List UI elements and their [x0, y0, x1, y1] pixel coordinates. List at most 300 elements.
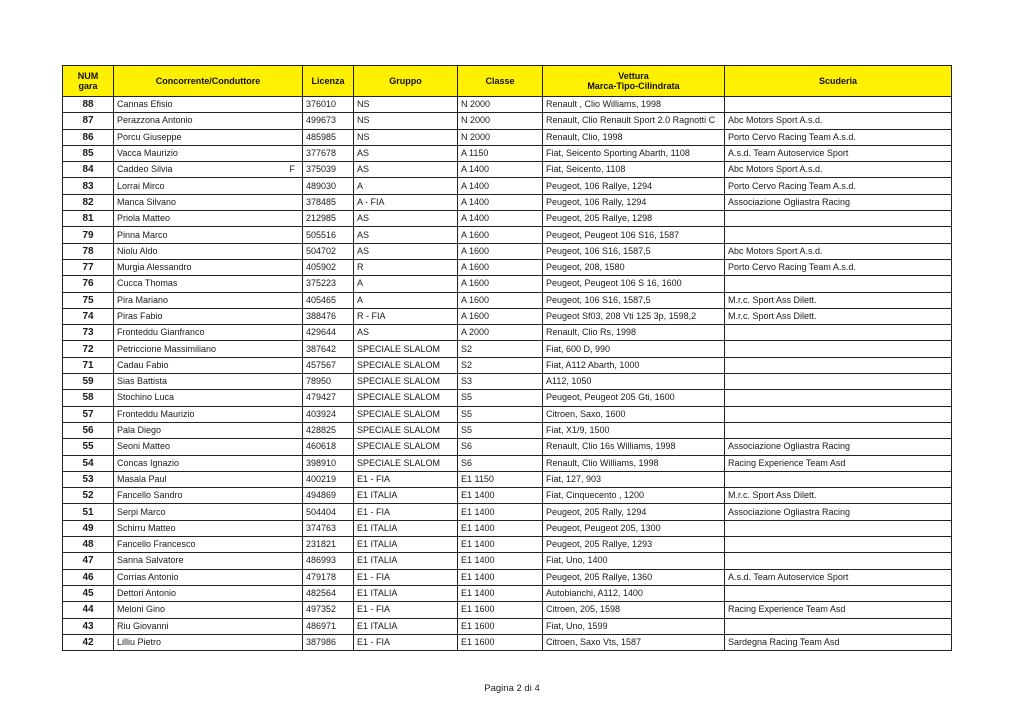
cell-concorrente — [114, 585, 303, 601]
cell-gruppo: E1 - FIA — [354, 504, 458, 520]
cell-concorrente — [114, 553, 303, 569]
cell-licenza: 482564 — [303, 585, 354, 601]
table-row — [63, 553, 952, 569]
cell-licenza: 504702 — [303, 243, 354, 259]
cell-concorrente — [114, 634, 303, 650]
cell-scuderia — [725, 406, 952, 422]
cell-gruppo: E1 ITALIA — [354, 553, 458, 569]
cell-concorrente — [114, 569, 303, 585]
cell-gruppo: NS — [354, 113, 458, 129]
driver-name: Seoni Matteo — [117, 441, 171, 452]
driver-name: Corrias Antonio — [117, 571, 179, 582]
cell-classe: N 2000 — [458, 97, 543, 113]
cell-num: 81 — [63, 211, 114, 227]
table-row — [63, 194, 952, 210]
cell-num: 76 — [63, 276, 114, 292]
cell-gruppo: AS — [354, 325, 458, 341]
cell-vettura: Peugeot, Peugeot 106 S16, 1587 — [543, 227, 725, 243]
cell-gruppo: SPECIALE SLALOM — [354, 390, 458, 406]
cell-vettura: Peugeot, 106 Rallye, 1294 — [543, 178, 725, 194]
table-row — [63, 276, 952, 292]
table-row — [63, 162, 952, 178]
cell-concorrente — [114, 194, 303, 210]
cell-licenza: 376010 — [303, 97, 354, 113]
cell-licenza: 405465 — [303, 292, 354, 308]
cell-scuderia: Porto Cervo Racing Team A.s.d. — [725, 129, 952, 145]
cell-scuderia: Associazione Ogliastra Racing — [725, 504, 952, 520]
cell-scuderia — [725, 390, 952, 406]
cell-num: 48 — [63, 537, 114, 553]
cell-gruppo: SPECIALE SLALOM — [354, 374, 458, 390]
cell-num: 79 — [63, 227, 114, 243]
cell-gruppo: A - FIA — [354, 194, 458, 210]
cell-scuderia: A.s.d. Team Autoservice Sport — [725, 569, 952, 585]
cell-scuderia: Abc Motors Sport A.s.d. — [725, 162, 952, 178]
driver-name: Masala Paul — [117, 473, 167, 484]
cell-num: 54 — [63, 455, 114, 471]
cell-num: 46 — [63, 569, 114, 585]
cell-licenza: 388476 — [303, 308, 354, 324]
header-row — [63, 66, 952, 97]
cell-classe: S5 — [458, 390, 543, 406]
cell-licenza: 231821 — [303, 537, 354, 553]
cell-vettura: Peugeot, 106 S16, 1587,5 — [543, 292, 725, 308]
cell-gruppo: E1 ITALIA — [354, 537, 458, 553]
cell-scuderia — [725, 227, 952, 243]
cell-classe: A 2000 — [458, 325, 543, 341]
header-vettura-line2: Marca-Tipo-Cilindrata — [587, 81, 680, 91]
cell-num: 56 — [63, 422, 114, 438]
cell-licenza: 460618 — [303, 439, 354, 455]
cell-concorrente — [114, 520, 303, 536]
cell-scuderia — [725, 520, 952, 536]
cell-num: 58 — [63, 390, 114, 406]
driver-name: Cadau Fabio — [117, 359, 169, 370]
driver-name: Petriccione Massimiliano — [117, 343, 217, 354]
cell-concorrente — [114, 471, 303, 487]
table-row — [63, 439, 952, 455]
driver-name: Murgia Alessandro — [117, 262, 192, 273]
cell-num: 78 — [63, 243, 114, 259]
table-row — [63, 537, 952, 553]
cell-classe: A 1600 — [458, 292, 543, 308]
table-row — [63, 406, 952, 422]
cell-concorrente — [114, 259, 303, 275]
driver-name: Riu Giovanni — [117, 620, 169, 631]
cell-vettura: Peugeot, 205 Rallye, 1360 — [543, 569, 725, 585]
cell-vettura: Peugeot, 106 S16, 1587,5 — [543, 243, 725, 259]
cell-gruppo: R — [354, 259, 458, 275]
cell-scuderia — [725, 374, 952, 390]
cell-classe: A 1600 — [458, 227, 543, 243]
cell-licenza: 375039 — [303, 162, 354, 178]
cell-gruppo: NS — [354, 129, 458, 145]
cell-classe: A 1400 — [458, 194, 543, 210]
cell-gruppo: AS — [354, 162, 458, 178]
cell-classe: A 1400 — [458, 178, 543, 194]
driver-name: Niolu Aldo — [117, 245, 158, 256]
cell-num: 85 — [63, 145, 114, 161]
cell-vettura: Renault, Clio Williams, 1998 — [543, 455, 725, 471]
cell-classe: E1 1400 — [458, 537, 543, 553]
table-row — [63, 602, 952, 618]
cell-num: 49 — [63, 520, 114, 536]
table-row — [63, 390, 952, 406]
table-row — [63, 520, 952, 536]
cell-concorrente — [114, 439, 303, 455]
cell-scuderia: M.r.c. Sport Ass Dilett. — [725, 488, 952, 504]
cell-scuderia: Associazione Ogliastra Racing — [725, 439, 952, 455]
cell-scuderia — [725, 585, 952, 601]
cell-num: 84 — [63, 162, 114, 178]
cell-classe: S6 — [458, 439, 543, 455]
cell-num: 88 — [63, 97, 114, 113]
cell-gruppo: A — [354, 178, 458, 194]
cell-gruppo: E1 ITALIA — [354, 488, 458, 504]
cell-vettura: Renault , Clio Williams, 1998 — [543, 97, 725, 113]
table-row — [63, 374, 952, 390]
table-row — [63, 243, 952, 259]
table-row — [63, 455, 952, 471]
cell-licenza: 375223 — [303, 276, 354, 292]
driver-name: Fancello Sandro — [117, 490, 183, 501]
driver-name: Pinna Marco — [117, 229, 168, 240]
driver-name: Schirru Matteo — [117, 522, 176, 533]
cell-gruppo: E1 ITALIA — [354, 520, 458, 536]
cell-gruppo: AS — [354, 211, 458, 227]
cell-num: 45 — [63, 585, 114, 601]
cell-scuderia — [725, 471, 952, 487]
cell-scuderia: Racing Experience Team Asd — [725, 602, 952, 618]
driver-name: Fronteddu Maurizio — [117, 408, 195, 419]
driver-name: Sanna Salvatore — [117, 555, 184, 566]
cell-licenza: 428825 — [303, 422, 354, 438]
cell-vettura: Fiat, Uno, 1599 — [543, 618, 725, 634]
cell-num: 52 — [63, 488, 114, 504]
cell-scuderia — [725, 618, 952, 634]
cell-concorrente — [114, 292, 303, 308]
driver-sex-marker: F — [289, 164, 295, 175]
driver-name: Lilliu Pietro — [117, 636, 162, 647]
cell-concorrente — [114, 422, 303, 438]
cell-num: 55 — [63, 439, 114, 455]
cell-classe: A 1600 — [458, 308, 543, 324]
table-row — [63, 618, 952, 634]
cell-concorrente — [114, 211, 303, 227]
header-classe: Classe — [458, 66, 543, 97]
cell-vettura: Peugeot Sf03, 208 Vti 125 3p, 1598,2 — [543, 308, 725, 324]
cell-gruppo: AS — [354, 243, 458, 259]
cell-classe: E1 1400 — [458, 569, 543, 585]
header-vettura-line1: Vettura — [618, 71, 649, 81]
header-num-line1: NUM — [77, 71, 99, 81]
cell-vettura: Fiat, Uno, 1400 — [543, 553, 725, 569]
cell-vettura: Peugeot, 106 Rally, 1294 — [543, 194, 725, 210]
cell-gruppo: A — [354, 292, 458, 308]
driver-name: Fronteddu Gianfranco — [117, 327, 205, 338]
cell-licenza: 457567 — [303, 357, 354, 373]
cell-classe: E1 1400 — [458, 488, 543, 504]
driver-name: Manca Silvano — [117, 196, 177, 207]
cell-scuderia — [725, 97, 952, 113]
cell-concorrente — [114, 618, 303, 634]
cell-scuderia: M.r.c. Sport Ass Dilett. — [725, 292, 952, 308]
driver-name: Caddeo Silvia — [117, 164, 173, 175]
cell-classe: S2 — [458, 341, 543, 357]
header-scuderia: Scuderia — [725, 66, 952, 97]
header-licenza: Licenza — [303, 66, 354, 97]
table-row — [63, 259, 952, 275]
cell-licenza: 403924 — [303, 406, 354, 422]
cell-gruppo: E1 - FIA — [354, 634, 458, 650]
cell-scuderia: Abc Motors Sport A.s.d. — [725, 113, 952, 129]
cell-concorrente — [114, 406, 303, 422]
cell-gruppo: SPECIALE SLALOM — [354, 422, 458, 438]
cell-classe: S5 — [458, 422, 543, 438]
cell-concorrente — [114, 276, 303, 292]
header-concorrente: Concorrente/Conduttore — [114, 66, 303, 97]
table-row — [63, 569, 952, 585]
cell-scuderia: A.s.d. Team Autoservice Sport — [725, 145, 952, 161]
driver-name: Pala Diego — [117, 425, 162, 436]
header-vettura — [543, 66, 725, 97]
cell-num: 57 — [63, 406, 114, 422]
cell-gruppo: E1 ITALIA — [354, 585, 458, 601]
cell-licenza: 499673 — [303, 113, 354, 129]
cell-vettura: Peugeot, 205 Rallye, 1298 — [543, 211, 725, 227]
cell-licenza: 505516 — [303, 227, 354, 243]
cell-concorrente — [114, 129, 303, 145]
cell-num: 83 — [63, 178, 114, 194]
cell-gruppo: E1 - FIA — [354, 602, 458, 618]
cell-vettura: Fiat, Cinquecento , 1200 — [543, 488, 725, 504]
cell-scuderia — [725, 276, 952, 292]
cell-num: 43 — [63, 618, 114, 634]
cell-vettura: Renault, Clio Rs, 1998 — [543, 325, 725, 341]
cell-gruppo: AS — [354, 145, 458, 161]
cell-vettura: Peugeot, Peugeot 205, 1300 — [543, 520, 725, 536]
cell-gruppo: R - FIA — [354, 308, 458, 324]
cell-licenza: 504404 — [303, 504, 354, 520]
cell-concorrente — [114, 227, 303, 243]
cell-num: 77 — [63, 259, 114, 275]
cell-classe: E1 1600 — [458, 618, 543, 634]
cell-licenza: 405902 — [303, 259, 354, 275]
cell-licenza: 78950 — [303, 374, 354, 390]
cell-vettura: Peugeot, Peugeot 106 S 16, 1600 — [543, 276, 725, 292]
driver-name: Concas Ignazio — [117, 457, 180, 468]
cell-concorrente — [114, 504, 303, 520]
cell-num: 44 — [63, 602, 114, 618]
cell-concorrente — [114, 341, 303, 357]
cell-classe: S5 — [458, 406, 543, 422]
cell-vettura: Peugeot, 205 Rally, 1294 — [543, 504, 725, 520]
cell-num: 73 — [63, 325, 114, 341]
cell-scuderia: Associazione Ogliastra Racing — [725, 194, 952, 210]
table-row — [63, 585, 952, 601]
cell-gruppo: SPECIALE SLALOM — [354, 439, 458, 455]
cell-gruppo: NS — [354, 97, 458, 113]
cell-licenza: 486993 — [303, 553, 354, 569]
cell-concorrente — [114, 374, 303, 390]
cell-vettura: Fiat, 127, 903 — [543, 471, 725, 487]
cell-gruppo: A — [354, 276, 458, 292]
table-row — [63, 97, 952, 113]
cell-classe: E1 1600 — [458, 634, 543, 650]
cell-concorrente — [114, 325, 303, 341]
table-row — [63, 178, 952, 194]
cell-scuderia — [725, 357, 952, 373]
cell-vettura: Citroen, Saxo, 1600 — [543, 406, 725, 422]
cell-scuderia: Porto Cervo Racing Team A.s.d. — [725, 259, 952, 275]
cell-classe: S6 — [458, 455, 543, 471]
driver-name: Fancello Francesco — [117, 539, 196, 550]
cell-num: 51 — [63, 504, 114, 520]
cell-concorrente — [114, 162, 303, 178]
cell-gruppo: AS — [354, 227, 458, 243]
cell-concorrente — [114, 113, 303, 129]
cell-licenza: 479178 — [303, 569, 354, 585]
cell-concorrente — [114, 97, 303, 113]
cell-licenza: 400219 — [303, 471, 354, 487]
cell-licenza: 479427 — [303, 390, 354, 406]
cell-classe: E1 1400 — [458, 585, 543, 601]
cell-concorrente — [114, 243, 303, 259]
cell-licenza: 387986 — [303, 634, 354, 650]
cell-licenza: 212985 — [303, 211, 354, 227]
driver-name: Sias Battista — [117, 376, 168, 387]
cell-num: 53 — [63, 471, 114, 487]
cell-classe: N 2000 — [458, 129, 543, 145]
cell-vettura: Peugeot, 205 Rallye, 1293 — [543, 537, 725, 553]
cell-vettura: Fiat, A112 Abarth, 1000 — [543, 357, 725, 373]
cell-num: 72 — [63, 341, 114, 357]
cell-scuderia — [725, 325, 952, 341]
cell-scuderia: Sardegna Racing Team Asd — [725, 634, 952, 650]
table-row — [63, 341, 952, 357]
cell-concorrente — [114, 390, 303, 406]
cell-vettura: Autobianchi, A112, 1400 — [543, 585, 725, 601]
header-gruppo: Gruppo — [354, 66, 458, 97]
cell-vettura: Fiat, Seicento Sporting Abarth, 1108 — [543, 145, 725, 161]
cell-licenza: 485985 — [303, 129, 354, 145]
table-row — [63, 292, 952, 308]
cell-classe: E1 1150 — [458, 471, 543, 487]
cell-gruppo: E1 - FIA — [354, 569, 458, 585]
cell-scuderia: Porto Cervo Racing Team A.s.d. — [725, 178, 952, 194]
cell-classe: A 1400 — [458, 162, 543, 178]
cell-scuderia — [725, 537, 952, 553]
cell-num: 82 — [63, 194, 114, 210]
cell-vettura: Peugeot, Peugeot 205 Gti, 1600 — [543, 390, 725, 406]
cell-concorrente — [114, 488, 303, 504]
driver-name: Serpi Marco — [117, 506, 166, 517]
driver-name: Pira Mariano — [117, 294, 169, 305]
table-row — [63, 129, 952, 145]
driver-name: Stochino Luca — [117, 392, 175, 403]
header-num — [63, 66, 114, 97]
cell-scuderia — [725, 422, 952, 438]
cell-scuderia — [725, 341, 952, 357]
cell-num: 87 — [63, 113, 114, 129]
cell-classe: A 1150 — [458, 145, 543, 161]
cell-classe: E1 1600 — [458, 602, 543, 618]
table-row — [63, 113, 952, 129]
cell-gruppo: SPECIALE SLALOM — [354, 341, 458, 357]
table-row — [63, 145, 952, 161]
cell-num: 47 — [63, 553, 114, 569]
table-row — [63, 308, 952, 324]
cell-licenza: 398910 — [303, 455, 354, 471]
cell-concorrente — [114, 357, 303, 373]
cell-concorrente — [114, 602, 303, 618]
page-footer: Pagina 2 di 4 — [484, 683, 540, 694]
cell-classe: S3 — [458, 374, 543, 390]
driver-name: Meloni Gino — [117, 604, 166, 615]
table-row — [63, 422, 952, 438]
cell-licenza: 489030 — [303, 178, 354, 194]
cell-scuderia: M.r.c. Sport Ass Dilett. — [725, 308, 952, 324]
cell-classe: E1 1400 — [458, 520, 543, 536]
cell-num: 59 — [63, 374, 114, 390]
cell-licenza: 494869 — [303, 488, 354, 504]
cell-scuderia — [725, 553, 952, 569]
table-row — [63, 471, 952, 487]
cell-licenza: 387642 — [303, 341, 354, 357]
cell-gruppo: SPECIALE SLALOM — [354, 455, 458, 471]
cell-num: 86 — [63, 129, 114, 145]
entry-list-table — [62, 65, 952, 651]
cell-gruppo: SPECIALE SLALOM — [354, 357, 458, 373]
table-row — [63, 488, 952, 504]
table-row — [63, 634, 952, 650]
driver-name: Vacca Maurizio — [117, 148, 178, 159]
cell-vettura: Fiat, 600 D, 990 — [543, 341, 725, 357]
driver-name: Porcu Giuseppe — [117, 131, 182, 142]
cell-gruppo: E1 - FIA — [354, 471, 458, 487]
driver-name: Cannas Efisio — [117, 99, 173, 110]
header-num-line2: gara — [78, 81, 98, 91]
driver-name: Piras Fabio — [117, 311, 163, 321]
cell-gruppo: E1 ITALIA — [354, 618, 458, 634]
cell-concorrente — [114, 145, 303, 161]
driver-name: Priola Matteo — [117, 213, 171, 224]
cell-vettura: Citroen, Saxo Vts, 1587 — [543, 634, 725, 650]
table-body — [63, 97, 952, 651]
cell-num: 75 — [63, 292, 114, 308]
cell-vettura: Peugeot, 208, 1580 — [543, 259, 725, 275]
cell-classe: E1 1400 — [458, 504, 543, 520]
table-row — [63, 211, 952, 227]
cell-licenza: 374763 — [303, 520, 354, 536]
cell-classe: E1 1400 — [458, 553, 543, 569]
table-header — [63, 66, 952, 97]
cell-scuderia — [725, 211, 952, 227]
cell-gruppo: SPECIALE SLALOM — [354, 406, 458, 422]
cell-classe: N 2000 — [458, 113, 543, 129]
cell-vettura: Renault, Clio Renault Sport 2.0 Ragnotti C — [543, 113, 725, 129]
cell-concorrente — [114, 178, 303, 194]
driver-name: Cucca Thomas — [117, 278, 178, 289]
table-row — [63, 325, 952, 341]
cell-licenza: 378485 — [303, 194, 354, 210]
cell-vettura: Renault, Clio, 1998 — [543, 129, 725, 145]
cell-licenza: 486971 — [303, 618, 354, 634]
cell-classe: A 1600 — [458, 259, 543, 275]
cell-vettura: A112, 1050 — [543, 374, 725, 390]
cell-classe: A 1400 — [458, 211, 543, 227]
cell-vettura: Fiat, X1/9, 1500 — [543, 422, 725, 438]
